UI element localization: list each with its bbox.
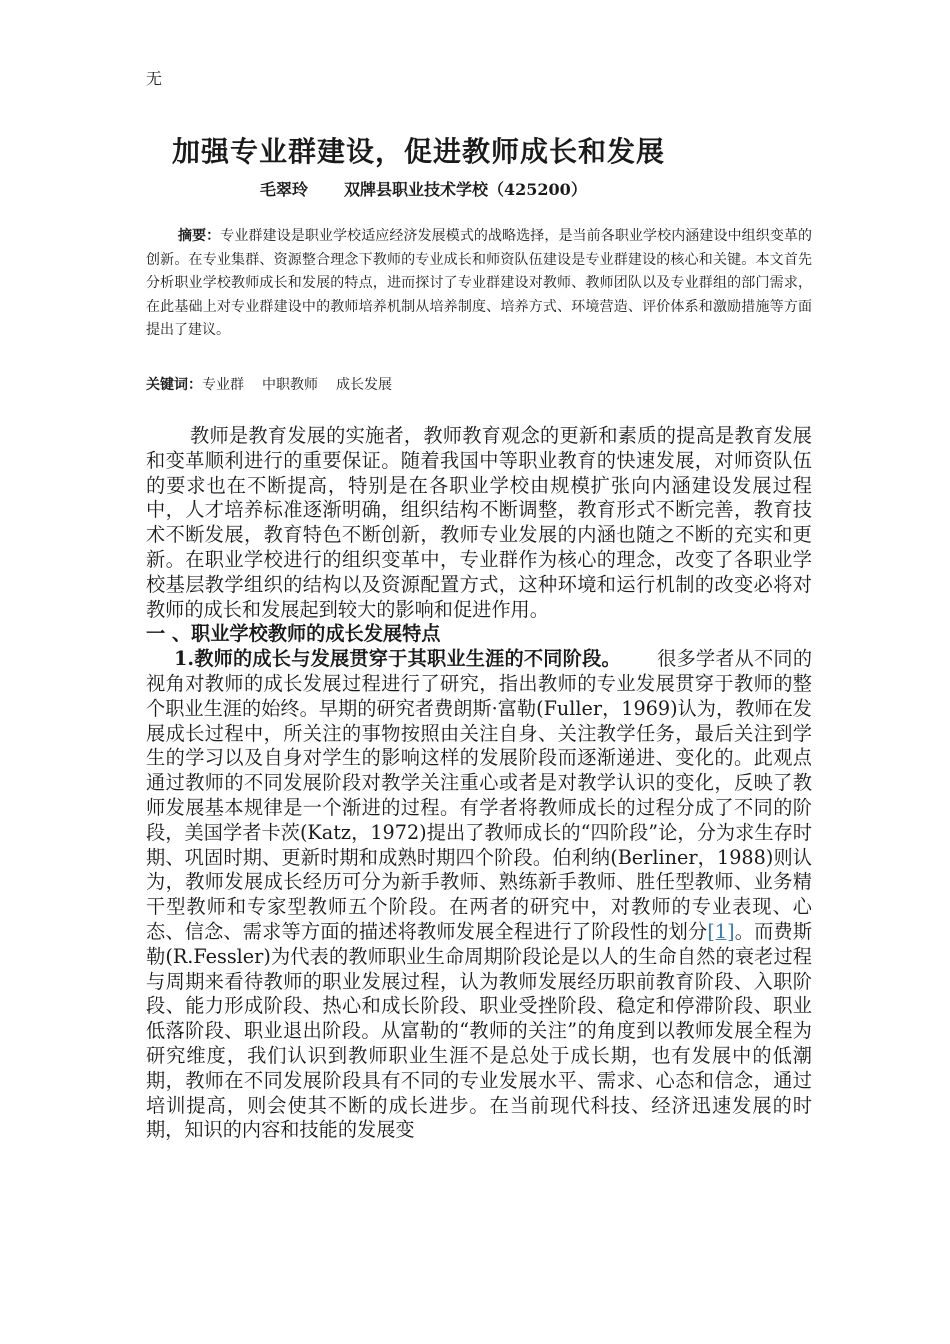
keywords <box>146 374 410 394</box>
abstract-label: 摘要： <box>178 228 221 244</box>
author-affiliation: 双牌县职业技术学校（425200） <box>344 180 587 199</box>
article-title: 加强专业群建设，促进教师成长和发展 <box>172 135 666 168</box>
abstract-text: 专业群建设是职业学校适应经济发展模式的战略选择，是当前各职业学校内涵建设中组织变革的创新。在专业集群、资源整合理念下教师的专业成长和师资队伍建设是专业群建设的核心和关键。本文首先分析职业学校教师成长和发展的特点，进而探讨了专业群建设对教师、教师团队以及专业群组的部门需求，在此基础上对专业群建设中的教师培养机制从培养制度、培养方式、环境营造、评价体系和激励措施等方面提出了建议。 <box>146 228 813 338</box>
paragraph-text-continued: 。而费斯勒(R.Fessler)为代表的教师职业生命周期阶段论是以人的生命自然的衰老过程与周期来看待教师的职业发展过程，认为教师发展经历职前教育阶段、入职阶段、能力形成阶段、热心和成长阶段、职业受挫阶段、稳定和停滞阶段、职业低落阶段、职业退出阶段。从富勒的“教师的关注”的角度到以教师发展全程为研究维度，我们认识到教师职业生涯不是总处于成长期，也有发展中的低潮期，教师在不同发展阶段具有不同的专业发展水平、需求、心态和信念，通过培训提高，则会使其不断的成长进步。在当前现代科技、经济迅速发展的时期，知识的内容和技能的发展变 <box>146 919 813 1142</box>
author-name: 毛翠玲 <box>260 180 309 199</box>
article-body <box>146 424 812 1143</box>
keywords-label: 关键词： <box>146 377 202 393</box>
point-heading: 1.教师的成长与发展贯穿于其职业生涯的不同阶段。 <box>174 647 621 671</box>
byline <box>260 177 587 200</box>
citation-link[interactable]: [1] <box>707 919 735 943</box>
header-mark: 无 <box>146 69 163 88</box>
section-heading: 一 、职业学校教师的成长发展特点 <box>146 622 441 646</box>
keyword-item: 专业群 <box>202 377 244 393</box>
intro-paragraph: 教师是教育发展的实施者，教师教育观念的更新和素质的提高是教育发展和变革顺利进行的重要保证。随着我国中等职业教育的快速发展，对师资队伍的要求也在不断提高，特别是在各职业学校由规模扩张向内涵建设发展过程中，人才培养标准逐渐明确，组织结构不断调整，教育形式不断完善，教育技术不断发展，教育特色不断创新，教师专业发展的内涵也随之不断的充实和更新。在职业学校进行的组织变革中，专业群作为核心的理念，改变了各职业学校基层教学组织的结构以及资源配置方式，这种环境和运行机制的改变必将对教师的成长和发展起到较大的影响和促进作用。 <box>146 424 812 621</box>
keyword-item: 中职教师 <box>262 377 318 393</box>
abstract <box>146 225 812 343</box>
body-paragraph <box>146 647 812 1143</box>
paragraph-text: 很多学者从不同的视角对教师的成长发展过程进行了研究，指出教师的专业发展贯穿于教师的整个职业生涯的始终。早期的研究者费朗斯·富勒(Fuller，1969)认为，教师在发展成长过程中，所关注的事物按照由关注自身、关注教学任务，最后关注到学生的学习以及自身对学生的影响这样的发展阶段而逐渐递进、变化的。此观点通过教师的不同发展阶段对教学关注重心或者是对教学认识的变化，反映了教师发展基本规律是一个渐进的过程。有学者将教师成长的过程分成了不同的阶段，美国学者卡茨(Katz，1972)提出了教师成长的“四阶段”论，分为求生存时期、巩固时期、更新时期和成熟时期四个阶段。伯利纳(Berliner，1988)则认为，教师发展成长经历可分为新手教师、熟练新手教师、胜任型教师、业务精干型教师和专家型教师五个阶段。在两者的研究中，对教师的专业表现、心态、信念、需求等方面的描述将教师发展全程进行了阶段性的划分 <box>146 647 813 943</box>
keyword-item: 成长发展 <box>336 377 392 393</box>
